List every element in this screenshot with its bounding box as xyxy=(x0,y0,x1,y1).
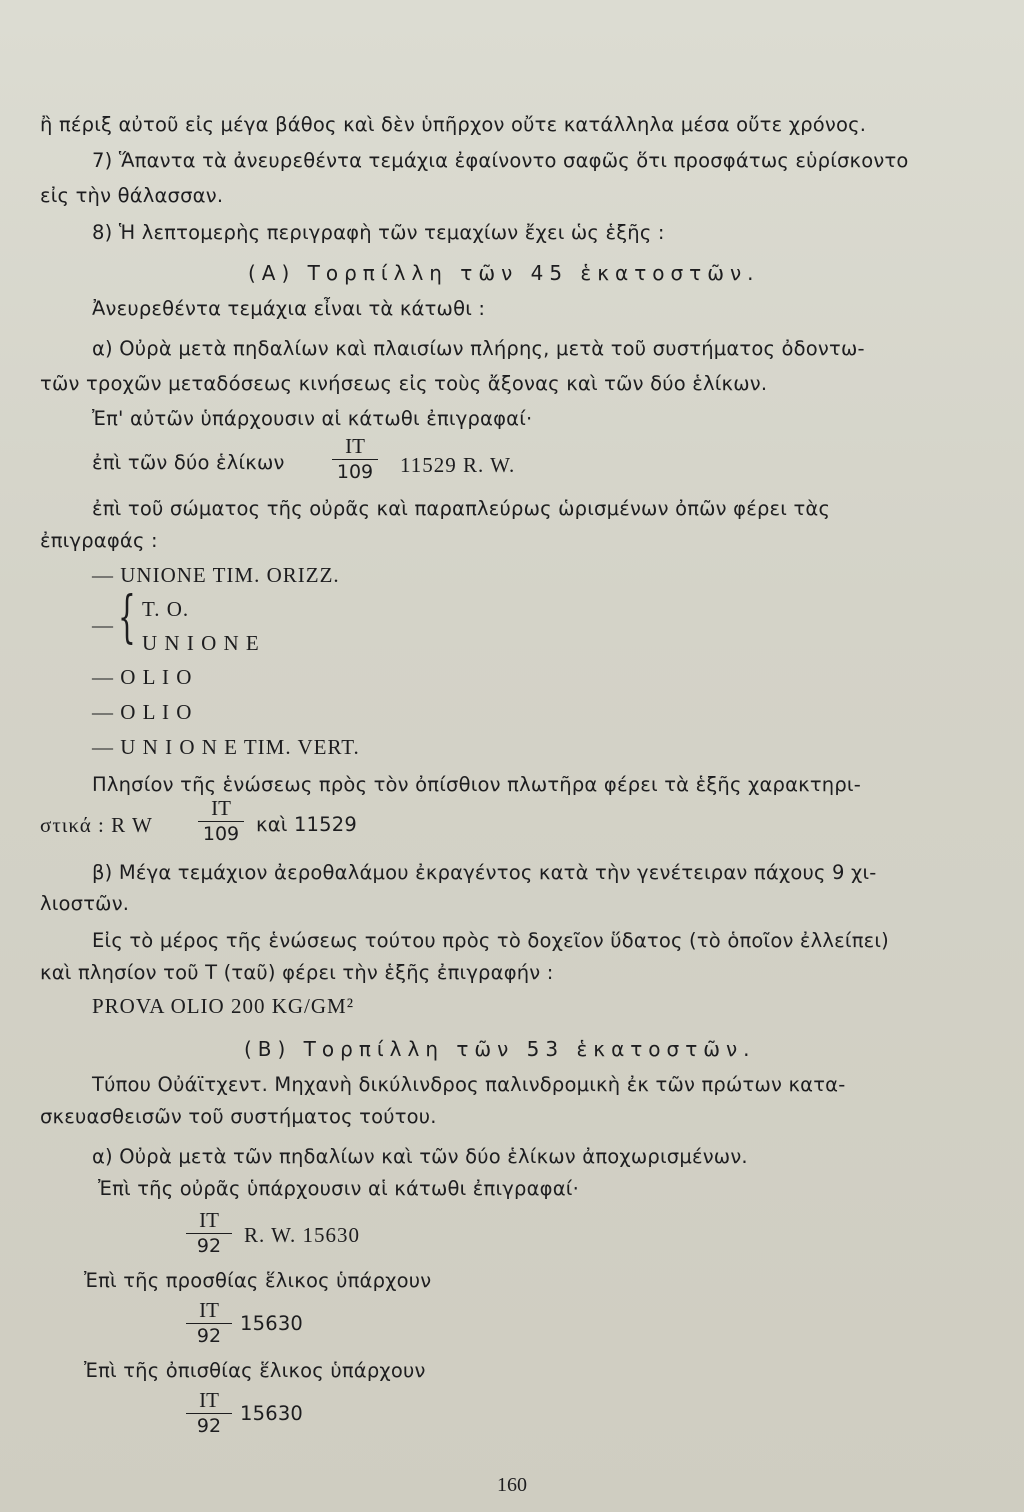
fraction xyxy=(198,796,244,845)
text-line: λιοστῶν. xyxy=(40,892,130,915)
text-line: — O L I O xyxy=(92,665,193,689)
text-line: καὶ 11529 xyxy=(256,813,357,836)
fraction xyxy=(186,1388,232,1437)
fraction-numerator: IT xyxy=(199,1298,219,1322)
fraction-numerator: IT xyxy=(199,1208,219,1232)
text-line: Ἀνευρεθέντα τεμάχια εἶναι τὰ κάτωθι : xyxy=(92,297,486,320)
text-line: T. O. xyxy=(142,597,190,621)
text-line: ἢ πέριξ αὐτοῦ εἰς μέγα βάθος καὶ δὲν ὑπῆρχον οὔτε κατάλληλα μέσα οὔτε χρόνος. xyxy=(40,113,867,136)
fraction-bar xyxy=(332,459,378,460)
text-line: PROVA OLIO 200 KG/GM² xyxy=(92,994,355,1018)
fraction-denominator: 92 xyxy=(196,1235,222,1257)
fraction-numerator: IT xyxy=(199,1388,219,1412)
text-line: 7) Ἅπαντα τὰ ἀνευρεθέντα τεμάχια ἐφαίνοντο σαφῶς ὅτι προσφάτως εὑρίσκοντο xyxy=(92,149,909,172)
text-line: — UNIONE TIM. ORIZZ. xyxy=(92,563,340,587)
text-line: Ἐπ' αὐτῶν ὑπάρχουσιν αἱ κάτωθι ἐπιγραφαί· xyxy=(92,407,533,430)
text-line: ἐπιγραφάς : xyxy=(40,529,158,552)
text-line: εἰς τὴν θάλασσαν. xyxy=(40,184,224,207)
text-line: α) Οὐρὰ μετὰ πηδαλίων καὶ πλαισίων πλήρης, μετὰ τοῦ συστήματος ὀδοντω- xyxy=(92,337,865,360)
text-line: U N I O N E xyxy=(142,631,260,655)
text-line: Εἰς τὸ μέρος τῆς ἑνώσεως τούτου πρὸς τὸ δοχεῖον ὕδατος (τὸ ὁποῖον ἐλλείπει) xyxy=(92,929,889,952)
text-line: — U N I O N E TIM. VERT. xyxy=(92,735,360,759)
text-line: Τύπου Οὐάϊτχεντ. Μηχανὴ δικύλινδρος παλινδρομικὴ ἐκ τῶν πρώτων κατα- xyxy=(92,1073,846,1096)
text-line: σκευασθεισῶν τοῦ συστήματος τούτου. xyxy=(40,1105,437,1128)
fraction xyxy=(186,1208,232,1257)
brace-glyph: { xyxy=(118,585,136,650)
text-line: 11529 R. W. xyxy=(400,453,516,477)
fraction-denominator: 92 xyxy=(196,1415,222,1437)
fraction-denominator: 109 xyxy=(336,461,374,483)
fraction-bar xyxy=(186,1323,232,1324)
text-line: ἐπὶ τῶν δύο ἑλίκων xyxy=(92,451,285,474)
text-line: καὶ πλησίον τοῦ Τ (ταῦ) φέρει τὴν ἑξῆς ἐπιγραφήν : xyxy=(40,961,554,984)
fraction-denominator: 109 xyxy=(202,823,240,845)
text-line: α) Οὐρὰ μετὰ τῶν πηδαλίων καὶ τῶν δύο ἑλίκων ἀποχωρισμένων. xyxy=(92,1145,748,1168)
fraction-bar xyxy=(186,1233,232,1234)
text-line: ἐπὶ τοῦ σώματος τῆς οὐρᾶς καὶ παραπλεύρως ὡρισμένων ὀπῶν φέρει τὰς xyxy=(92,497,831,520)
fraction-denominator: 92 xyxy=(196,1325,222,1347)
fraction-bar xyxy=(198,821,244,822)
fraction-numerator: IT xyxy=(345,434,365,458)
text-line: R. W. 15630 xyxy=(244,1223,361,1247)
section-heading: (Β) Τορπίλλη τῶν 53 ἑκατοστῶν. xyxy=(244,1037,756,1061)
text-line: Ἐπὶ τῆς οὐρᾶς ὑπάρχουσιν αἱ κάτωθι ἐπιγραφαί· xyxy=(98,1177,579,1200)
section-heading: (Α) Τορπίλλη τῶν 45 ἑκατοστῶν. xyxy=(248,261,760,285)
fraction-bar xyxy=(186,1413,232,1414)
dash: — xyxy=(92,613,114,637)
fraction xyxy=(186,1298,232,1347)
text-line: — O L I O xyxy=(92,700,193,724)
text-line: 15630 xyxy=(240,1312,304,1335)
page-number: 160 xyxy=(497,1474,527,1496)
fraction xyxy=(332,434,378,483)
text-line: τῶν τροχῶν μεταδόσεως κινήσεως εἰς τοὺς ἄξονας καὶ τῶν δύο ἑλίκων. xyxy=(40,372,768,395)
text-line: 15630 xyxy=(240,1402,304,1425)
text-line: β) Μέγα τεμάχιον ἀεροθαλάμου ἐκραγέντος κατὰ τὴν γενέτειραν πάχους 9 χι- xyxy=(92,861,877,884)
fraction-numerator: IT xyxy=(211,796,231,820)
text-line: 8) Ἡ λεπτομερὴς περιγραφὴ τῶν τεμαχίων ἔχει ὡς ἑξῆς : xyxy=(92,221,665,244)
text-line: Ἐπὶ τῆς ὀπισθίας ἕλικος ὑπάρχουν xyxy=(84,1359,426,1382)
text-line: στικά : R W xyxy=(40,813,153,837)
text-line: Ἐπὶ τῆς προσθίας ἕλικος ὑπάρχουν xyxy=(84,1269,432,1292)
text-line: Πλησίον τῆς ἑνώσεως πρὸς τὸν ὀπίσθιον πλωτῆρα φέρει τὰ ἑξῆς χαρακτηρι- xyxy=(92,773,861,796)
